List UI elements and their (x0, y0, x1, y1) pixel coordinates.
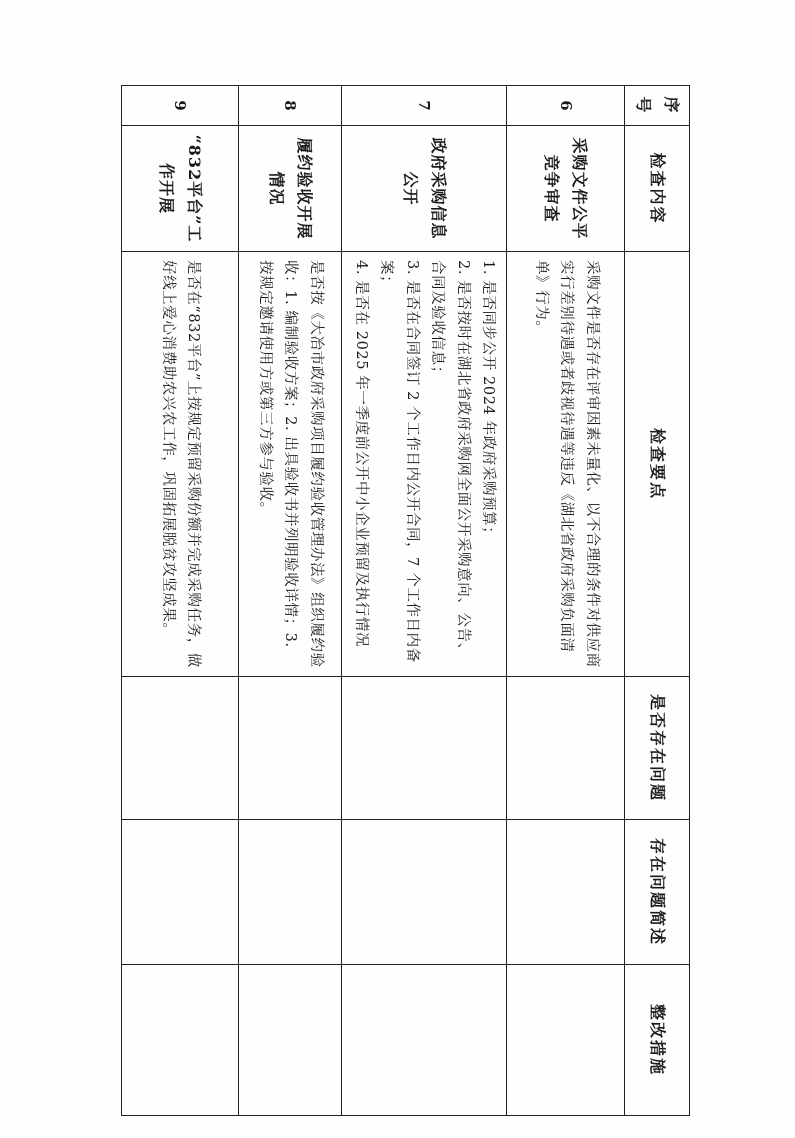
row-number: 6 (507, 86, 625, 126)
inspection-points (121, 252, 238, 677)
table-row (121, 86, 238, 1116)
issue-desc-cell[interactable] (507, 820, 625, 965)
rectification-cell[interactable] (121, 965, 238, 1116)
issue-desc-cell[interactable] (121, 820, 238, 965)
table-row (238, 86, 341, 1116)
inspection-point-line: 1. 是否同步公开 2024 年政府采购预算； (480, 260, 496, 542)
rectification-cell[interactable] (507, 965, 625, 1116)
rectification-cell[interactable] (238, 965, 341, 1116)
table-row (507, 86, 625, 1116)
rotated-table-wrapper (155, 85, 690, 1115)
table-header-row (625, 86, 690, 1116)
header-content: 检查内容 (625, 126, 690, 252)
inspection-point-line: 2. 是否按时在湖北省政府采购网全面公开采购意向、公告、合同及验收信息； (429, 260, 471, 658)
inspection-points (238, 252, 341, 677)
rectification-cell[interactable] (341, 965, 506, 1116)
row-number: 9 (121, 86, 238, 126)
table-row (341, 86, 506, 1116)
row-number: 7 (341, 86, 506, 126)
issue-desc-cell[interactable] (341, 820, 506, 965)
inspection-content: “832平台”工作开展 (121, 126, 238, 252)
has-issue-cell[interactable] (121, 677, 238, 820)
inspection-point-line: 采购文件是否存在评审因素未量化、以不合理的条件对供应商实行差别待遇或者歧视待遇等违反《湖北省政府采购负面清单》行为。 (532, 260, 600, 668)
header-no: 序号 (625, 86, 690, 126)
header-issue-desc: 存在问题简述 (625, 820, 690, 965)
inspection-point-line: 4. 是否在 2025 年一季度前公开中小企业预留及执行情况 (353, 260, 370, 648)
inspection-points (507, 252, 625, 677)
has-issue-cell[interactable] (238, 677, 341, 820)
inspection-content: 政府采购信息公开 (341, 126, 506, 252)
header-has-issue: 是否存在问题 (625, 677, 690, 820)
inspection-points (341, 252, 506, 677)
inspection-point-line: 3. 是否在合同签订 2 个工作日内公开合同，7 个工作日内备案； (378, 260, 420, 663)
header-points: 检查要点 (625, 252, 690, 677)
inspection-table (121, 85, 690, 1116)
row-number: 8 (238, 86, 341, 126)
header-rectification: 整改措施 (625, 965, 690, 1116)
inspection-point-line: 是否按《大冶市政府采购项目履约验收管理办法》组织履约验收：1. 编制验收方案；2. 出具验收书并列明验收详情；3. 按规定邀请使用方或第三方参与验收。 (257, 260, 324, 668)
has-issue-cell[interactable] (507, 677, 625, 820)
inspection-point-line: 是否在“832平台”上按规定预留采购份额并完成采购任务，做好线上爱心消费助农兴农工作，巩固拓展脱贫攻坚成果。 (159, 260, 202, 668)
inspection-content: 履约验收开展情况 (238, 126, 341, 252)
inspection-content: 采购文件公平竞争审查 (507, 126, 625, 252)
has-issue-cell[interactable] (341, 677, 506, 820)
issue-desc-cell[interactable] (238, 820, 341, 965)
